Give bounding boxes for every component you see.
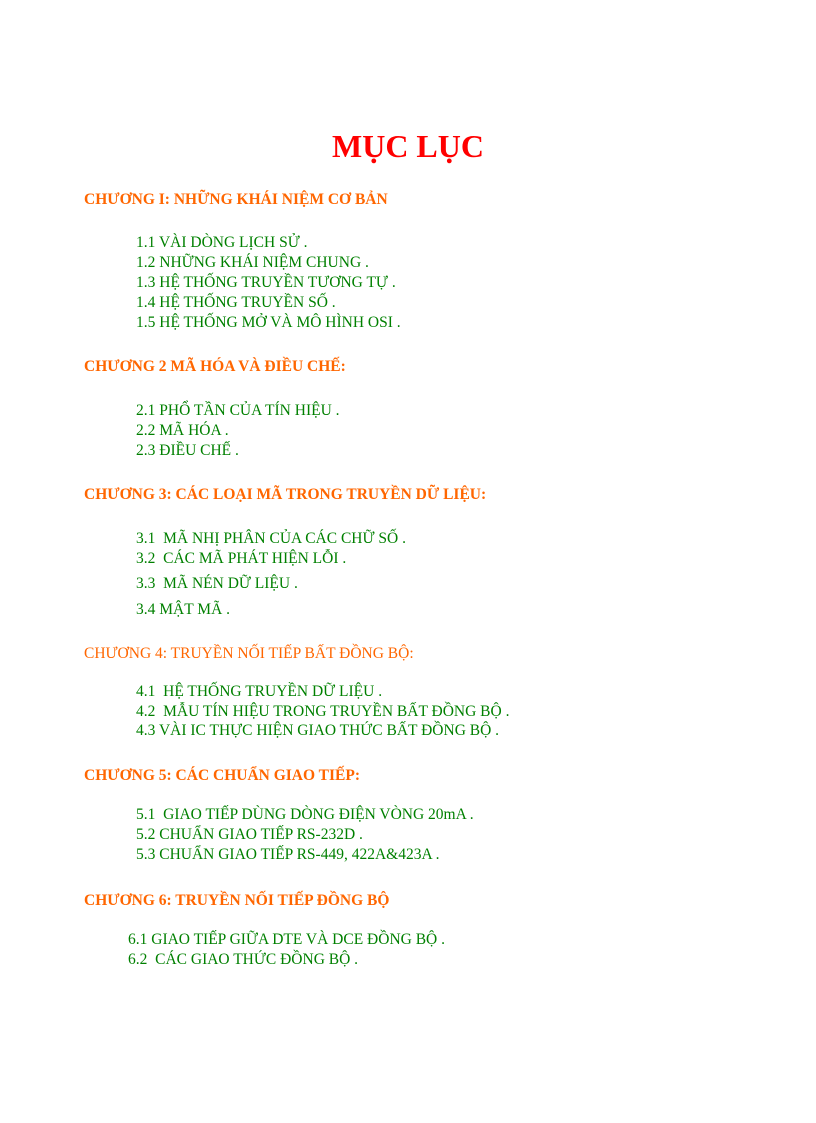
chapter-5-heading: CHƯƠNG 5: CÁC CHUẨN GIAO TIẾP: — [84, 767, 360, 784]
toc-item-1-5: 1.5 HỆ THỐNG MỞ VÀ MÔ HÌNH OSI . — [136, 314, 401, 331]
chapter-3-heading: CHƯƠNG 3: CÁC LOẠI MÃ TRONG TRUYỀN DỮ LIỆU: — [84, 486, 487, 503]
toc-item-3-3: 3.3 MÃ NÉN DỮ LIỆU . — [136, 575, 298, 592]
toc-item-5-1: 5.1 GIAO TIẾP DÙNG DÒNG ĐIỆN VÒNG 20mA . — [136, 806, 474, 823]
toc-item-3-2: 3.2 CÁC MÃ PHÁT HIỆN LỖI . — [136, 550, 347, 567]
chapter-4-heading: CHƯƠNG 4: TRUYỀN NỐI TIẾP BẤT ĐỒNG BỘ: — [84, 645, 414, 662]
toc-item-6-2: 6.2 CÁC GIAO THỨC ĐỒNG BỘ . — [128, 951, 359, 968]
toc-item-2-3: 2.3 ĐIỀU CHẾ . — [136, 442, 239, 459]
toc-item-1-4: 1.4 HỆ THỐNG TRUYỀN SỐ . — [136, 294, 336, 311]
toc-item-3-4: 3.4 MẬT MÃ . — [136, 601, 231, 618]
toc-item-3-1: 3.1 MÃ NHỊ PHÂN CỦA CÁC CHỮ SỐ . — [136, 530, 406, 547]
toc-item-4-1: 4.1 HỆ THỐNG TRUYỀN DỮ LIỆU . — [136, 683, 383, 700]
toc-item-1-2: 1.2 NHỮNG KHÁI NIỆM CHUNG . — [136, 254, 369, 271]
toc-item-2-1: 2.1 PHỔ TẦN CỦA TÍN HIỆU . — [136, 402, 340, 419]
page-title: MỤC LỤC — [332, 128, 484, 164]
toc-item-5-2: 5.2 CHUẨN GIAO TIẾP RS-232D . — [136, 826, 363, 843]
toc-item-4-2: 4.2 MẪU TÍN HIỆU TRONG TRUYỀN BẤT ĐỒNG BỘ . — [136, 703, 510, 720]
chapter-2-heading: CHƯƠNG 2 MÃ HÓA VÀ ĐIỀU CHẾ: — [84, 358, 346, 375]
toc-item-1-1: 1.1 VÀI DÒNG LỊCH SỬ . — [136, 234, 308, 251]
toc-item-4-3: 4.3 VÀI IC THỰC HIỆN GIAO THỨC BẤT ĐỒNG BỘ . — [136, 722, 500, 739]
chapter-6-heading: CHƯƠNG 6: TRUYỀN NỐI TIẾP ĐỒNG BỘ — [84, 892, 390, 909]
toc-item-5-3: 5.3 CHUẨN GIAO TIẾP RS-449, 422A&423A . — [136, 846, 440, 863]
toc-item-1-3: 1.3 HỆ THỐNG TRUYỀN TƯƠNG TỰ . — [136, 274, 396, 291]
toc-item-2-2: 2.2 MÃ HÓA . — [136, 422, 229, 439]
toc-item-6-1: 6.1 GIAO TIẾP GIỮA DTE VÀ DCE ĐỒNG BỘ . — [128, 931, 445, 948]
chapter-1-heading: CHƯƠNG I: NHỮNG KHÁI NIỆM CƠ BẢN — [84, 191, 388, 208]
